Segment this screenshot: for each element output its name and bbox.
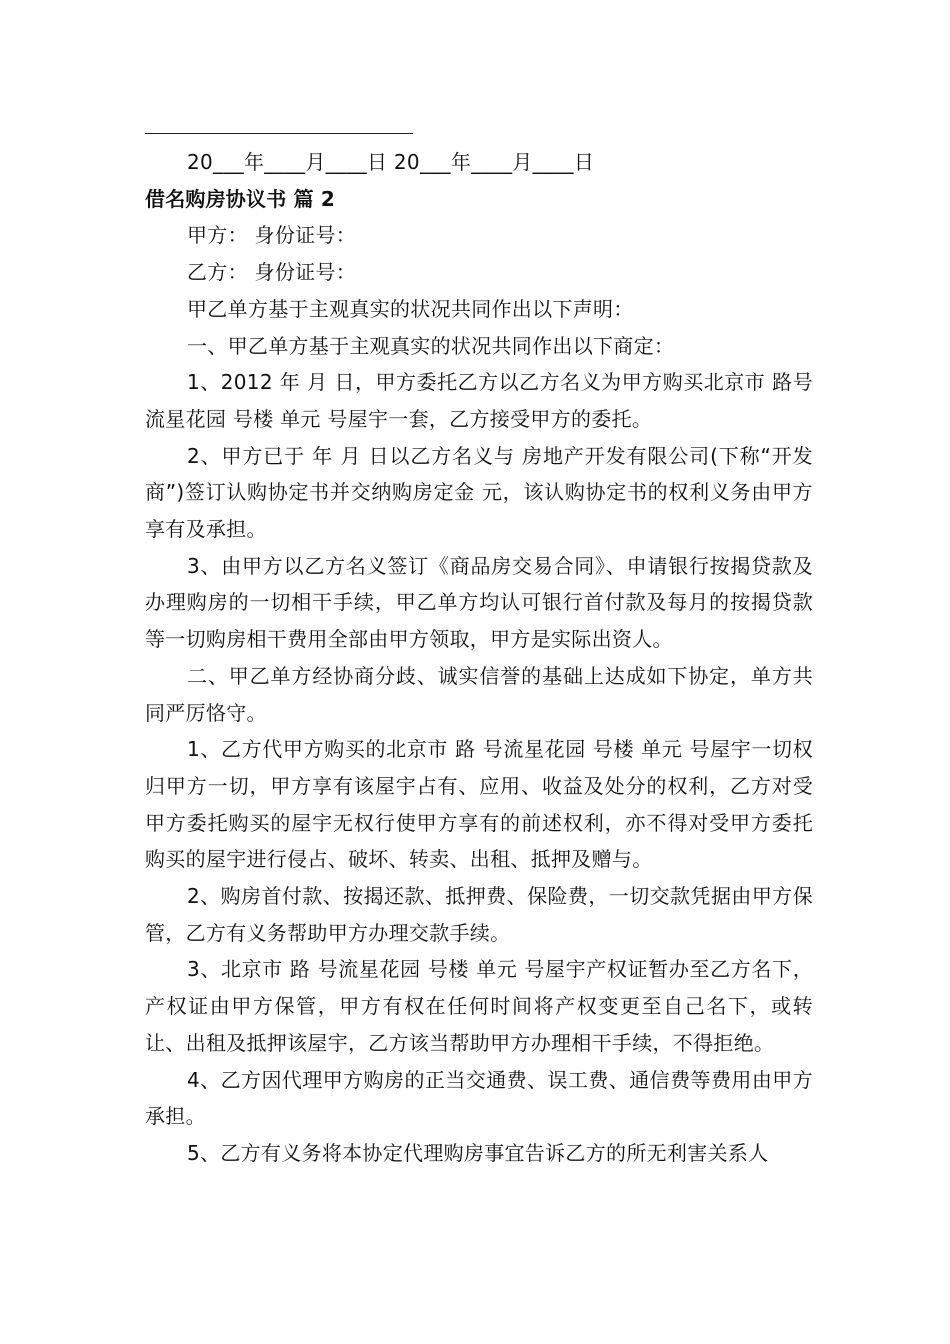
paragraph-clause-2-3: 3、北京市 路 号流星花园 号楼 单元 号屋宇产权证暂办至乙方名下，产权证由甲方保管，甲方有权在任何时间将产权变更至自己名下，或转让、出租及抵押该屋宇，乙方该当帮助甲方办理相干手续，不得拒绝。: [145, 957, 813, 1055]
paragraph-clause-2-4: 4、乙方因代理甲方购房的正当交通费、误工费、通信费等费用由甲方承担。: [145, 1067, 813, 1129]
paragraph-clause-1-3: 3、由甲方以乙方名义签订《商品房交易合同》、申请银行按揭贷款及办理购房的一切相干手续，甲乙单方均认可银行首付款及每月的按揭贷款等一切购房相干费用全部由甲方领取，甲方是实际出资人。: [145, 553, 813, 652]
paragraph-declaration: 甲乙单方基于主观真实的状况共同作出以下声明：: [187, 296, 634, 321]
paragraph-clause-2-5: 5、乙方有义务将本协定代理购房事宜告诉乙方的所无利害关系人: [187, 1140, 769, 1165]
section-heading: 借名购房协议书 篇 2: [145, 186, 336, 211]
signature-line: [145, 133, 413, 134]
paragraph-party-a: 甲方： 身份证号：: [187, 223, 357, 248]
document-body: [145, 144, 813, 1172]
paragraph-clause-1-1: 1、2012 年 月 日，甲方委托乙方以乙方名义为甲方购买北京市 路号流星花园 号楼 单元 号屋宇一套，乙方接受甲方的委托。: [145, 370, 813, 431]
paragraph-clause-2-1: 1、乙方代甲方购买的北京市 路 号流星花园 号楼 单元 号屋宇一切权归甲方一切，甲方享有该屋宇占有、应用、收益及处分的权利，乙方对受甲方委托购买的屋宇无权行使甲方享有的前述权利，亦不得对受甲方委托购买的屋宇进行侵占、破坏、转卖、出租、抵押及赠与。: [145, 737, 813, 872]
paragraph-clause-2-2: 2、购房首付款、按揭还款、抵押费、保险费，一切交款凭据由甲方保管，乙方有义务帮助甲方办理交款手续。: [145, 884, 813, 945]
paragraph-section-2: 二、甲乙单方经协商分歧、诚实信誉的基础上达成如下协定，单方共同严厉恪守。: [145, 663, 813, 725]
paragraph-clause-1-2: 2、甲方已于 年 月 日以乙方名义与 房地产开发有限公司(下称“开发商”)签订认购协定书并交纳购房定金 元，该认购协定书的权利义务由甲方享有及承担。: [145, 443, 813, 542]
paragraph-section-1: 一、甲乙单方基于主观真实的状况共同作出以下商定：: [187, 333, 675, 358]
paragraph-party-b: 乙方： 身份证号：: [187, 260, 357, 285]
date-line: 20___年____月____日 20___年____月____日: [187, 150, 595, 174]
